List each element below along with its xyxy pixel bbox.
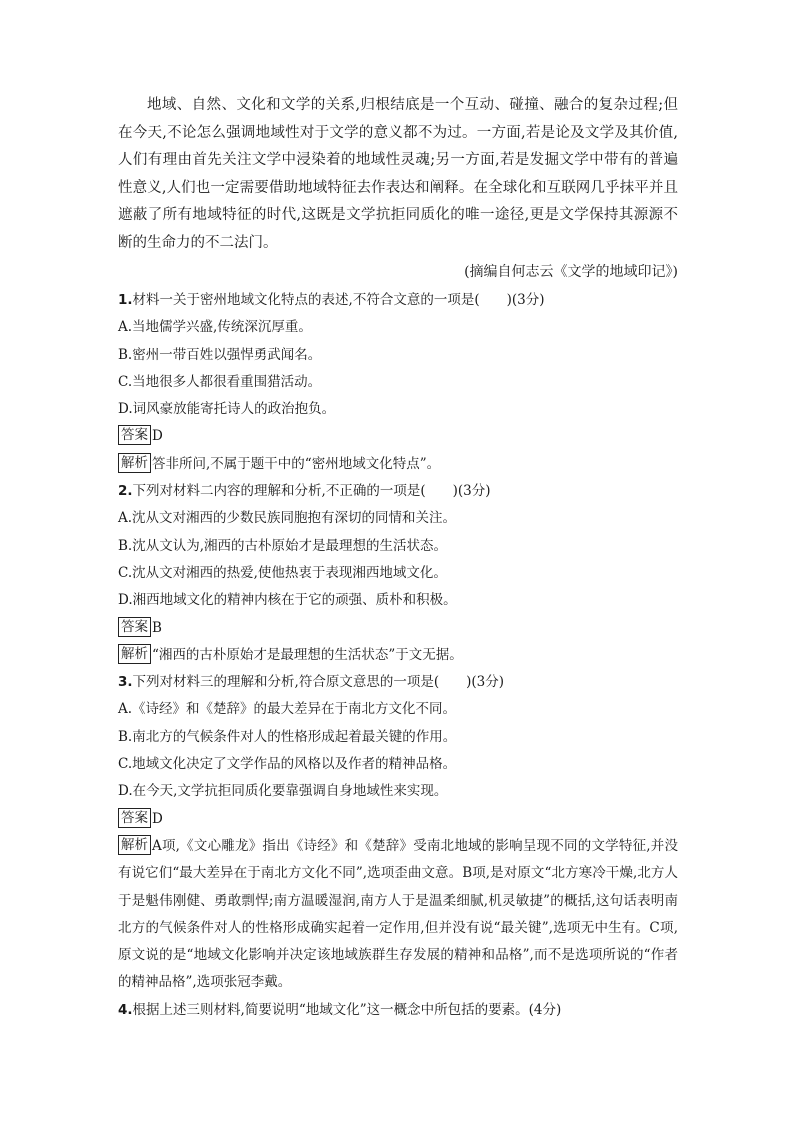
answer-label: 答案 — [118, 808, 151, 828]
passage-paragraph: 地域、自然、文化和文学的关系,归根结底是一个互动、碰撞、融合的复杂过程;但在今天,不论怎么强调地域性对于文学的意义都不为过。一方面,若是论及文学及其价值,人们有理由首先关注文学中浸染着的地域性灵魂;另一方面,若是发掘文学中带有的普遍性意义,人们也一定需要借助地域特征去作表达和阐释。在全球化和互联网几乎抹平并且遮蔽了所有地域特征的时代,这既是文学抗拒同质化的唯一途径,更是文学保持其源源不断的生命力的不二法门。 — [118, 97, 678, 251]
question-2 — [118, 478, 678, 669]
question-number: 4. — [118, 1001, 133, 1018]
analysis-line — [118, 451, 678, 478]
answer-line — [118, 806, 678, 833]
question-3 — [118, 669, 678, 997]
analysis-label: 解析 — [118, 835, 151, 855]
question-text: 根据上述三则材料,简要说明“地域文化”这一概念中所包括的要素。(4分) — [132, 1001, 562, 1018]
question-number: 2. — [118, 483, 133, 500]
answer-value: B — [152, 619, 162, 636]
answer-line — [118, 423, 678, 450]
option-b: B.密州一带百姓以强悍勇武闻名。 — [118, 346, 322, 363]
document-page — [118, 92, 678, 1024]
option-a: A.《诗经》和《楚辞》的最大差异在于南北方文化不同。 — [118, 701, 457, 718]
analysis-label: 解析 — [118, 644, 151, 664]
answer-value: D — [152, 810, 163, 827]
question-stem — [118, 669, 678, 696]
question-text: 下列对材料二内容的理解和分析,不正确的一项是( )(3分) — [132, 483, 491, 500]
question-number: 1. — [118, 292, 133, 308]
option-c: C.沈从文对湘西的热爱,使他热衷于表现湘西地域文化。 — [118, 564, 447, 581]
option-d: D.在今天,文学抗拒同质化要靠强调自身地域性来实现。 — [118, 783, 448, 800]
option-b: B.南北方的气候条件对人的性格形成起着最关键的作用。 — [118, 728, 457, 745]
question-text: 下列对材料三的理解和分析,符合原文意思的一项是( )(3分) — [132, 674, 504, 691]
question-text: 材料一关于密州地域文化特点的表述,不符合文意的一项是( )(3分) — [132, 292, 545, 308]
question-number: 3. — [118, 674, 133, 691]
analysis-line — [118, 833, 678, 997]
option-c: C.当地很多人都很看重围猎活动。 — [118, 373, 322, 390]
answer-label: 答案 — [118, 617, 151, 637]
option-a: A.当地儒学兴盛,传统深沉厚重。 — [118, 319, 312, 336]
option-c: C.地域文化决定了文学作品的风格以及作者的精神品格。 — [118, 756, 457, 773]
answer-line — [118, 615, 678, 642]
analysis-text: 答非所问,不属于题干中的“密州地域文化特点”。 — [152, 455, 441, 472]
question-stem — [118, 478, 678, 505]
question-stem — [118, 287, 678, 314]
answer-label: 答案 — [118, 425, 151, 445]
option-b: B.沈从文认为,湘西的古朴原始才是最理想的生活状态。 — [118, 537, 448, 554]
question-4 — [118, 997, 678, 1024]
option-d: D.湘西地域文化的精神内核在于它的顽强、质朴和积极。 — [118, 592, 457, 609]
analysis-label: 解析 — [118, 453, 151, 473]
passage-source: (摘编自何志云《文学的地域印记》) — [464, 264, 678, 280]
analysis-line — [118, 642, 678, 669]
analysis-text: “湘西的古朴原始才是最理想的生活状态”于文无据。 — [152, 646, 463, 663]
question-1 — [118, 287, 678, 478]
analysis-text: A项,《文心雕龙》指出《诗经》和《楚辞》受南北地域的影响呈现不同的文学特征,并没有说它们“最大差异在于南北方文化不同”,选项歪曲文意。B项,是对原文“北方寒冷干燥,北方人于是魁伟刚健、勇敢剽悍;南方温暖湿润,南方人于是温柔细腻,机灵敏捷”的概括,这句话表明南北方的气候条件对人的性格形成确实起着一定作用,但并没有说“最关键”,选项无中生有。C项,原文说的是“地域文化影响并决定该地域族群生存发展的精神和品格”,而不是选项所说的“作者的精神品格”,选项张冠李戴。 — [118, 837, 678, 991]
option-a: A.沈从文对湘西的少数民族同胞抱有深切的同情和关注。 — [118, 510, 457, 527]
answer-value: D — [152, 428, 163, 445]
question-stem — [118, 997, 678, 1024]
option-d: D.词风豪放能寄托诗人的政治抱负。 — [118, 401, 336, 418]
